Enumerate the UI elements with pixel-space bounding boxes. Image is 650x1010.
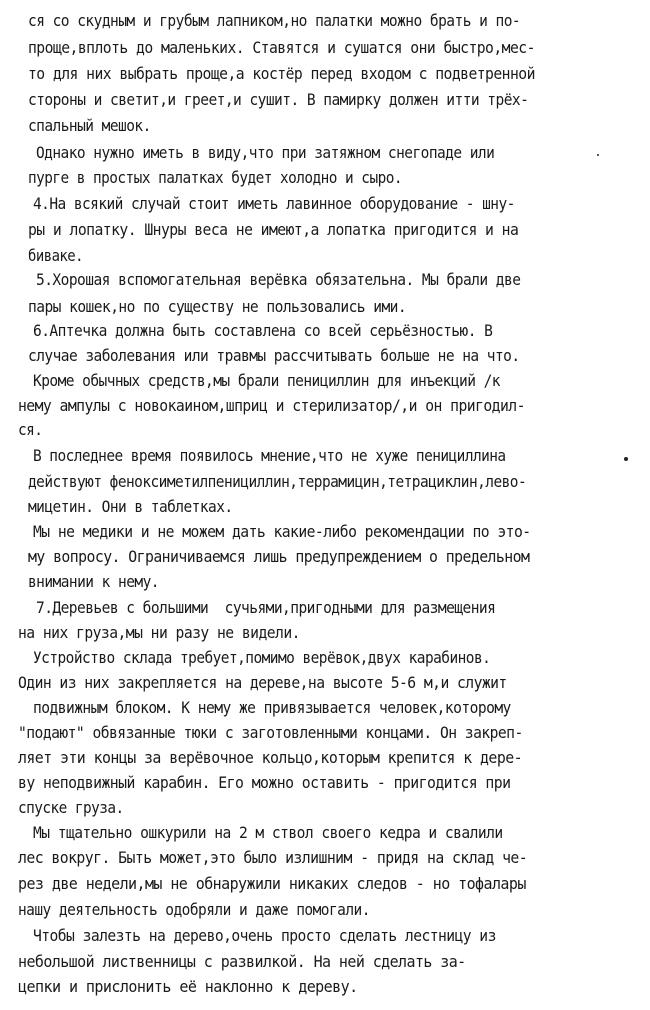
text-line: Кроме обычных средств,мы брали пенициллин для инъекций /к [33, 371, 500, 390]
text-line: Мы не медики и не можем дать какие-либо рекомендации по это- [33, 522, 531, 541]
text-line: стороны и светит,и греет,и сушит. В памирку должен итти трёх- [28, 90, 529, 109]
text-line: В последнее время появилось мнение,что не хуже пенициллина [33, 446, 506, 465]
text-line: действуют феноксиметилпенициллин,террамицин,тетрациклин,лево- [28, 472, 527, 491]
text-line: случае заболевания или травмы рассчитывать больше не на что. [28, 346, 520, 365]
text-line: 4.На всякий случай стоит иметь лавинное оборудование - шну- [33, 194, 515, 213]
text-line: 5.Хорошая вспомогательная верёвка обязательна. Мы брали две [36, 270, 521, 289]
text-line: лес вокруг. Быть может,это было излишним - придя на склад че- [18, 848, 528, 867]
text-line: спальный мешок. [28, 116, 151, 135]
text-line: подвижным блоком. К нему же привязывается человек,которому [33, 698, 511, 717]
ink-speck [597, 154, 599, 156]
text-line: 6.Аптечка должна быть составлена со всей серьёзностью. В [33, 321, 493, 340]
text-line: внимании к нему. [28, 572, 159, 591]
text-line: проще,вплоть до маленьких. Ставятся и сушатся они быстро,мес- [28, 38, 535, 57]
text-line: ры и лопатку. Шнуры веса не имеют,а лопатка пригодится и на [28, 220, 519, 239]
text-line: му вопросу. Ограничиваемся лишь предупреждением о предельном [28, 547, 530, 566]
text-line: ся. [18, 420, 43, 439]
text-line: Устройство склада требует,помимо верёвок,двух карабинов. [33, 648, 491, 667]
text-line: 7.Деревьев с большими сучьями,пригодными для размещения [36, 598, 496, 617]
text-line: небольшой лиственницы с развилкой. На ней сделать за- [18, 952, 466, 971]
text-line: Чтобы залезть на дерево,очень просто сделать лестницу из [33, 926, 496, 945]
text-line: Однако нужно иметь в виду,что при затяжном снегопаде или [36, 143, 495, 162]
text-line: пары кошек,но по существу не пользовались ими. [28, 297, 407, 316]
text-line: ву неподвижный карабин. Его можно оставить - пригодится при [18, 773, 511, 792]
text-line: Один из них закрепляется на дереве,на высоте 5-6 м,и служит [18, 673, 507, 692]
text-line: Мы тщательно ошкурили на 2 м ствол своего кедра и свалили [33, 823, 503, 842]
text-line: то для них выбрать проще,а костёр перед входом с подветренной [28, 64, 535, 83]
text-line: цепки и прислонить её наклонно к дереву. [18, 977, 358, 996]
text-line: спуске груза. [18, 798, 124, 817]
text-line: ляет эти концы за верёвочное кольцо,которым крепится к дере- [18, 748, 523, 767]
text-line: мицетин. Они в таблетках. [28, 497, 233, 516]
text-line: "подают" обвязанные тюки с заготовленными концами. Он закреп- [18, 723, 523, 742]
text-line: на них груза,мы ни разу не видели. [18, 623, 300, 642]
text-line: рез две недели,мы не обнаружили никаких следов - но тофалары [18, 874, 526, 893]
text-line: нашу деятельность одобряли и даже помогали. [18, 900, 370, 919]
text-line: ся со скудным и грубым лапником,но палатки можно брать и по- [28, 11, 521, 30]
text-line: пурге в простых палатках будет холодно и сыро. [28, 168, 402, 187]
ink-speck [624, 457, 628, 461]
text-line: биваке. [28, 246, 84, 265]
text-line: нему ампулы с новокаином,шприц и стерилизатор/,и он пригодил- [18, 396, 525, 415]
